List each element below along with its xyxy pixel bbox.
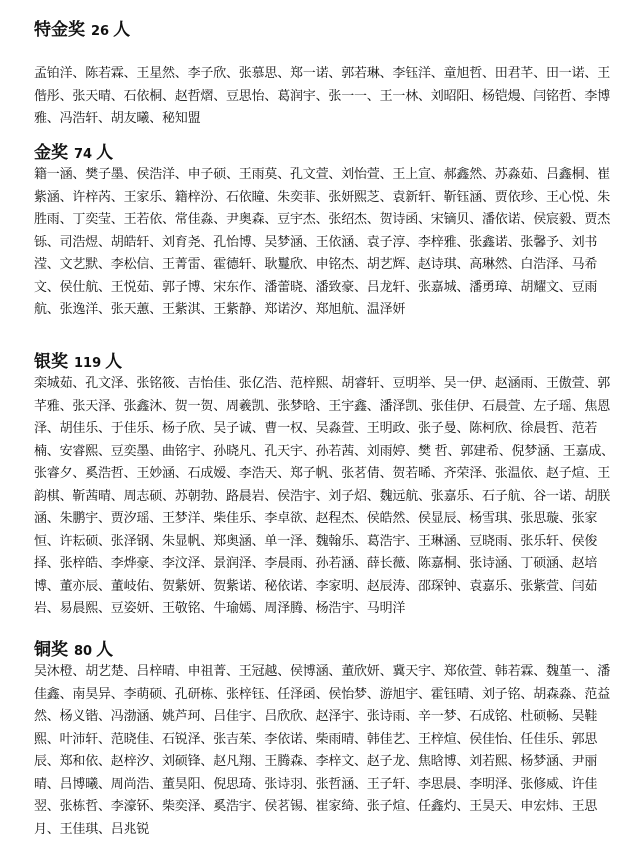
special-gold-award-title: 特金奖 <box>34 20 85 40</box>
special-gold-award-count: 26 <box>91 24 110 39</box>
bronze-award-names: 吴沐橙、胡艺楚、吕梓晴、申祖菁、王冠越、侯博涵、董欣妍、冀天宇、郑依萱、韩若霖、魏堇一、潘佳鑫、南昊异、李萌硕、孔研栋、张梓钰、任泽函、侯怡梦、游旭宇、霍钰晴、刘子铭、胡森淼、范益然、杨义锴、冯渤涵、姚芦珂、吕佳宇、吕欣欣、赵泽宇、张诗雨、辛一梦、石成铭、杜硕畅、吴鞋熙、叶沛轩、范晓佳、石锐泽、张吉茱、李依诺、柴雨晴、韩佳艺、王梓煊、侯佳怡、任佳乐、郭思辰、郑和依、赵梓汐、刘硕锋、赵凡翔、王腾森、李梓文、赵子龙、焦晗博、刘若熙、杨梦涵、尹丽晴、吕博曦、周尚浩、董昊阳、倪思琦、张诗羽、张哲涵、王子轩、李思晨、李明泽、张修威、许佳翌、张栋哲、李濠钚、柴奕泽、奚浩宇、侯茗锡、崔家绮、张子煊、任鑫灼、王昊天、申宏炜、王思月、王佳琪、吕兆锐 <box>34 664 611 837</box>
special-gold-award-unit: 人 <box>113 20 131 40</box>
gold-award-unit: 人 <box>96 143 114 163</box>
bronze-award-count: 80 <box>74 644 93 659</box>
bronze-award-heading <box>34 640 113 662</box>
silver-award-names: 栾城茹、孔文泽、张铭筱、吉怡佳、张亿浩、范梓熙、胡睿轩、豆明举、吴一伊、赵涵雨、王傲萱、郭芊雅、张天泽、张鑫沐、贺一贺、周羲凯、张梦晗、王宇鑫、潘泽凯、张佳伊、石晨萱、左子瑶、焦恩泽、胡佳乐、于佳乐、杨子欣、吴子诚、曹一权、吴淼萱、王明政、张子曼、陈柯欣、徐晨哲、范若楠、安睿熙、豆奕墨、曲铭宇、孙晓凡、孔天宇、孙若茜、刘雨婷、樊 哲、郭建希、倪梦涵、王嘉成、张睿夕、奚浩哲、王妙涵、石成嫒、李浩天、郑子帆、张茗倩、贺若晞、齐荣泽、张温依、赵子煊、王韵棋、靳茜晴、周志硕、苏朝勃、路晨岩、侯浩宇、刘子炤、魏远航、张嘉乐、石子航、谷一诺、胡朕涵、朱鹏宇、贾汐瑶、王梦洋、柴佳乐、李卓欲、赵程杰、侯皓然、侯显辰、杨雪琪、张思璇、张家恒、许耘硕、张泽钢、朱显帆、郑奥涵、单一泽、魏翰乐、葛浩宇、王琳涵、豆晓雨、张乐轩、侯俊择、张梓皓、李烨豪、李汶泽、景润泽、李晨雨、孙若涵、薛长薇、陈嘉桐、张诗涵、丁硕涵、赵培博、董亦辰、董岐佑、贺紫妍、贺紫诺、秘依诺、李家明、赵辰涛、邵琛钟、袁嘉乐、张紫萱、闫茹岩、易晨熙、豆姿妍、王敬铭、牛瑜嫣、周泽腾、杨浩宇、马明洋 <box>34 376 614 616</box>
bronze-award-unit: 人 <box>96 640 114 660</box>
gold-award-names: 籍一涵、樊子墨、侯浩洋、申子硕、王雨莫、孔文萱、刘怡萱、王上宣、郝鑫然、苏淼茹、吕鑫桐、崔紫涵、许梓芮、王家乐、籍梓汾、石依瞳、朱奕菲、张妍熙芝、袁新轩、靳钰涵、贾依珍、王心悦、朱胜雨、丁奕莹、王若依、常佳淼、尹奥森、豆宇杰、张绍杰、贺诗函、宋镝贝、潘依诺、侯宸毅、贾杰铄、司浩煜、胡皓轩、刘育尧、孔怡博、吴梦涵、王依涵、袁子淳、李梓雅、张鑫诺、张馨予、刘书滢、文艺默、李松信、王菁雷、霍德轩、耿鬘欣、申铭杰、胡艺辉、赵诗琪、高琳然、白浩泽、马希文、侯仕航、王悦茹、郭子博、宋东作、潘蕾晓、潘致豪、吕龙轩、张嘉城、潘勇璋、胡耀文、豆雨航、张逸洋、张天蕙、王紫淇、王紫静、郑诺汐、郑旭航、温泽妍 <box>34 167 611 317</box>
bronze-award-title: 铜奖 <box>34 640 68 660</box>
gold-award-count: 74 <box>74 147 93 162</box>
silver-award-count: 119 <box>74 356 102 371</box>
silver-award-title: 银奖 <box>34 352 68 372</box>
gold-award-title: 金奖 <box>34 143 68 163</box>
special-gold-award-names: 孟铂洋、陈若霖、王星然、李子欣、张慕思、郑一诺、郭若琳、李钰洋、童旭哲、田君芊、田一诺、王偕彤、张天晴、石依桐、赵哲熠、豆思怡、葛润宇、张一一、王一林、刘昭阳、杨铠熳、闫铭哲、李博雅、冯浩轩、胡友曦、秘知盟 <box>34 66 611 126</box>
silver-award-heading <box>34 352 122 374</box>
silver-award-unit: 人 <box>105 352 123 372</box>
gold-award-heading <box>34 143 113 165</box>
special-gold-award-heading <box>34 20 130 42</box>
